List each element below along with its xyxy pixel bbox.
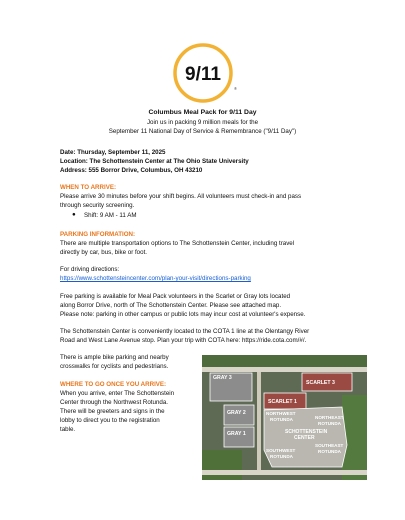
- cota-text-1: The Schottenstein Center is conveniently located to the COTA 1 line at the Olentangy River: [60, 328, 310, 335]
- map-label-schottenstein: SCHOTTENSTEIN: [285, 429, 328, 435]
- where-text-5: table.: [60, 426, 76, 433]
- map-label-northeast: NORTHEAST: [315, 415, 344, 420]
- bike-text-1: There is ample bike parking and nearby: [60, 354, 169, 361]
- event-address: Address: 555 Borror Drive, Columbus, OH 43210: [60, 167, 203, 174]
- bullet-dot: ●: [72, 211, 76, 218]
- parking-map: [202, 355, 367, 480]
- free-parking-1: Free parking is available for Meal Pack volunteers in the Scarlet or Gray lots located: [60, 293, 291, 300]
- map-label-southeast: SOUTHEAST: [315, 443, 344, 448]
- map-label-gray-2: GRAY 2: [227, 410, 246, 416]
- cota-text-2: Road and West Lane Avenue stop. Plan your trip with COTA here: https://ride.cota.com/#/.: [60, 337, 307, 344]
- subtitle-line-2: September 11 National Day of Service & Remembrance ("9/11 Day"): [108, 128, 297, 135]
- free-parking-2: along Borror Drive, north of The Schottenstein Center. Please see attached map.: [60, 302, 282, 309]
- shift-time: Shift: 9 AM - 11 AM: [84, 212, 137, 219]
- registered-mark: ®: [234, 86, 237, 91]
- page-title: Columbus Meal Pack for 9/11 Day: [148, 109, 257, 116]
- map-label-gray-1: GRAY 1: [227, 431, 246, 437]
- where-heading: WHERE TO GO ONCE YOU ARRIVE:: [60, 381, 167, 388]
- event-location: Location: The Schottenstein Center at The Ohio State University: [60, 158, 249, 165]
- map-label-northwest: NORTHWEST: [266, 411, 296, 416]
- map-label-ne-rotunda: ROTUNDA: [318, 421, 341, 426]
- gray-1-lot: [224, 427, 254, 447]
- where-text-1: When you arrive, enter The Schottenstein: [60, 390, 175, 397]
- driving-directions-label: For driving directions:: [60, 266, 120, 273]
- map-label-gray-3: GRAY 3: [213, 375, 232, 381]
- parking-note: Please note: parking in other campus or public lots may incur cost at volunteer's expense.: [60, 311, 306, 318]
- map-label-sw-rotunda: ROTUNDA: [270, 454, 293, 459]
- where-text-4: lobby to direct you to the registration: [60, 417, 160, 424]
- subtitle-line-1: Join us in packing 9 million meals for the: [146, 119, 259, 126]
- map-label-se-rotunda: ROTUNDA: [318, 449, 341, 454]
- arrive-text-1: Please arrive 30 minutes before your shift begins. All volunteers must check-in and pass: [60, 193, 302, 200]
- map-label-scarlet-3: SCARLET 3: [306, 380, 335, 386]
- where-text-2: Center through the Northwest Rotunda.: [60, 399, 169, 406]
- map-label-scarlet-1: SCARLET 1: [268, 399, 297, 405]
- map-label-southwest: SOUTHWEST: [266, 448, 296, 453]
- logo-text: 9/11: [185, 64, 221, 85]
- parking-heading: PARKING INFORMATION:: [60, 231, 136, 238]
- parking-text-2: directly by car, bus, bike or foot.: [60, 249, 148, 256]
- map-label-nw-rotunda: ROTUNDA: [270, 417, 293, 422]
- arrive-heading: WHEN TO ARRIVE:: [60, 184, 117, 191]
- parking-text-1: There are multiple transportation options to The Schottenstein Center, including travel: [60, 240, 295, 247]
- where-text-3: There will be greeters and signs in the: [60, 408, 165, 415]
- map-label-center: CENTER: [294, 435, 315, 441]
- bike-text-2: crosswalks for cyclists and pedestrians.: [60, 363, 169, 370]
- directions-link[interactable]: https://www.schottensteincenter.com/plan-your-visit/directions-parking: [60, 275, 251, 282]
- logo-911: [172, 42, 234, 104]
- event-date: Date: Thursday, September 11, 2025: [60, 149, 166, 156]
- arrive-text-2: through security screening.: [60, 202, 135, 209]
